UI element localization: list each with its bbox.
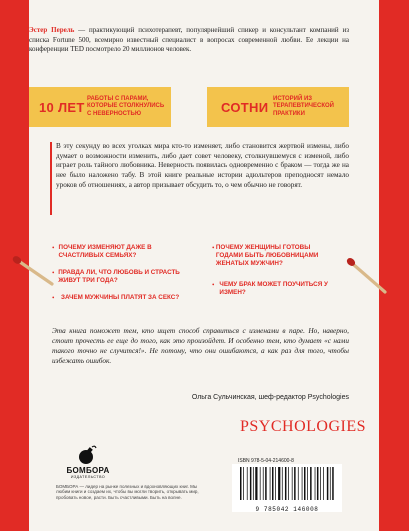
barcode-bar [250, 467, 252, 500]
barcode-bar [282, 467, 283, 500]
barcode-bar [320, 467, 321, 500]
questions-right [212, 244, 332, 297]
barcode-digits: 9 785042 146008 [255, 506, 319, 513]
barcode-bar [323, 467, 324, 500]
question-item [212, 281, 332, 297]
question-text: ПРАВДА ЛИ, ЧТО ЛЮБОВЬ И СТРАСТЬ ЖИВУТ ТРИ ГОДА? [58, 269, 180, 284]
barcode-bar [272, 467, 274, 500]
barcode-bar [317, 467, 319, 500]
description-text: В эту секунду во всех уголках мира кто-то изменяет, либо становится жертвой измены, либо думает о возможности изменить, либо дает совет человеку, столкнувшемуся с изменой, либо играет роль тайного любовника. Неверность появилась одновременно с браком — тогда же на нее было наложено табу. В этой книге реальные истории адюльтеров преподносят немало уроков об отношениях, а автор призывает обсудить то, о чем обычно не говорят. [56, 142, 349, 189]
question-text: ЧЕМУ БРАК МОЖЕТ ПОУЧИТЬСЯ У ИЗМЕН? [219, 281, 328, 296]
bomb-icon [76, 444, 98, 466]
question-text: ПОЧЕМУ ИЗМЕНЯЮТ ДАЖЕ В СЧАСТЛИВЫХ СЕМЬЯХ? [58, 244, 152, 259]
barcode-bar [302, 467, 303, 500]
bullet-dot: • [52, 294, 55, 302]
author-intro-text: — практикующий психотерапевт, популярнейший спикер и консультант компаний из списка Fortune 500, всемирно известный специалист в вопросах современной любви. Ее лекции на конференции TED посмотрело 20 миллионов человек. [29, 26, 349, 53]
question-text: ЗАЧЕМ МУЖЧИНЫ ПЛАТЯТ ЗА СЕКС? [61, 294, 180, 301]
body-side-rule [50, 142, 52, 215]
question-item [212, 244, 332, 268]
barcode-bar [255, 467, 257, 500]
isbn-text: ISBN 978-5-04-214600-8 [238, 458, 294, 464]
barcode-bar [294, 467, 296, 500]
barcode-bar [330, 467, 331, 500]
barcode-bar [327, 467, 329, 500]
matchstick-right [354, 265, 385, 292]
author-intro [29, 26, 349, 55]
question-item [52, 269, 184, 285]
barcode-bar [310, 467, 312, 500]
barcode-bar [263, 467, 264, 500]
barcode-bar [247, 467, 248, 500]
badge-stories-number: СОТНИ [221, 99, 269, 115]
barcode-bar [270, 467, 271, 500]
editor-quote: Эта книга поможет тем, кто ищет способ справиться с изменами в паре. Но, наверно, стоит прочесть ее еще до того, как это произойдет. И особенно тем, кто думает «с нами такого точно не случится!». Не потому, что они ошибаются, а как раз для того, чтобы избежать ошибок. [52, 326, 349, 365]
barcode-bar [304, 467, 306, 500]
barcode-bar [285, 467, 287, 500]
question-item [52, 294, 184, 302]
bullet-dot: • [52, 269, 55, 277]
barcode-bar [307, 467, 308, 500]
matchstick-left [20, 262, 52, 284]
publisher-footer: БОМБОРА — лидер на рынке полезных и вдохновляющих книг. Мы любим книги и создаем их, чтобы вы могли творить, открывать мир, пробовать новое, расти. Быть счастливыми. Быть на волне. [56, 484, 199, 500]
question-item [52, 244, 184, 260]
badge-years [29, 87, 171, 127]
barcode-bar [298, 467, 299, 500]
publisher-name: БОМБОРА [66, 466, 110, 475]
barcode-bar [288, 467, 289, 500]
barcode-bar [243, 467, 244, 500]
psychologies-logo: PSYCHOLOGIES [240, 418, 367, 435]
quote-signature: Ольга Сульчинская, шеф-редактор Psychologies [191, 394, 349, 401]
barcode-bars [232, 464, 342, 502]
badge-stories [207, 87, 349, 127]
barcode-bar [265, 467, 267, 500]
badge-years-number: 10 ЛЕТ [39, 99, 85, 115]
barcode-bar [315, 467, 316, 500]
badge-stories-text: ИСТОРИЙ ИЗ ТЕРАПЕВТИЧЕСКОЙ ПРАКТИКИ [273, 95, 334, 117]
bullet-dot: • [52, 244, 55, 252]
publisher-sub: ИЗДАТЕЛЬСТВО [70, 475, 106, 479]
barcode-bar [260, 467, 261, 500]
barcode-bar [278, 467, 280, 500]
barcode-bar [292, 467, 293, 500]
question-text: ПОЧЕМУ ЖЕНЩИНЫ ГОТОВЫ ГОДАМИ БЫТЬ ЛЮБОВНИЦАМИ ЖЕНАТЫХ МУЖЧИН? [215, 244, 319, 267]
badge-years-text: РАБОТЫ С ПАРАМИ, КОТОРЫЕ СТОЛКНУЛИСЬ С НЕВЕРНОСТЬЮ [87, 95, 165, 117]
barcode-bar [275, 467, 276, 500]
author-name: Эстер Перель [29, 26, 75, 34]
barcode-bar [332, 467, 334, 500]
bullet-dot: • [212, 281, 215, 289]
publisher-logo [58, 444, 118, 479]
barcode-bar [240, 467, 242, 500]
barcode [232, 464, 342, 512]
barcode-bar [253, 467, 254, 500]
bullet-dot: • [212, 244, 215, 252]
questions-left [52, 244, 184, 302]
